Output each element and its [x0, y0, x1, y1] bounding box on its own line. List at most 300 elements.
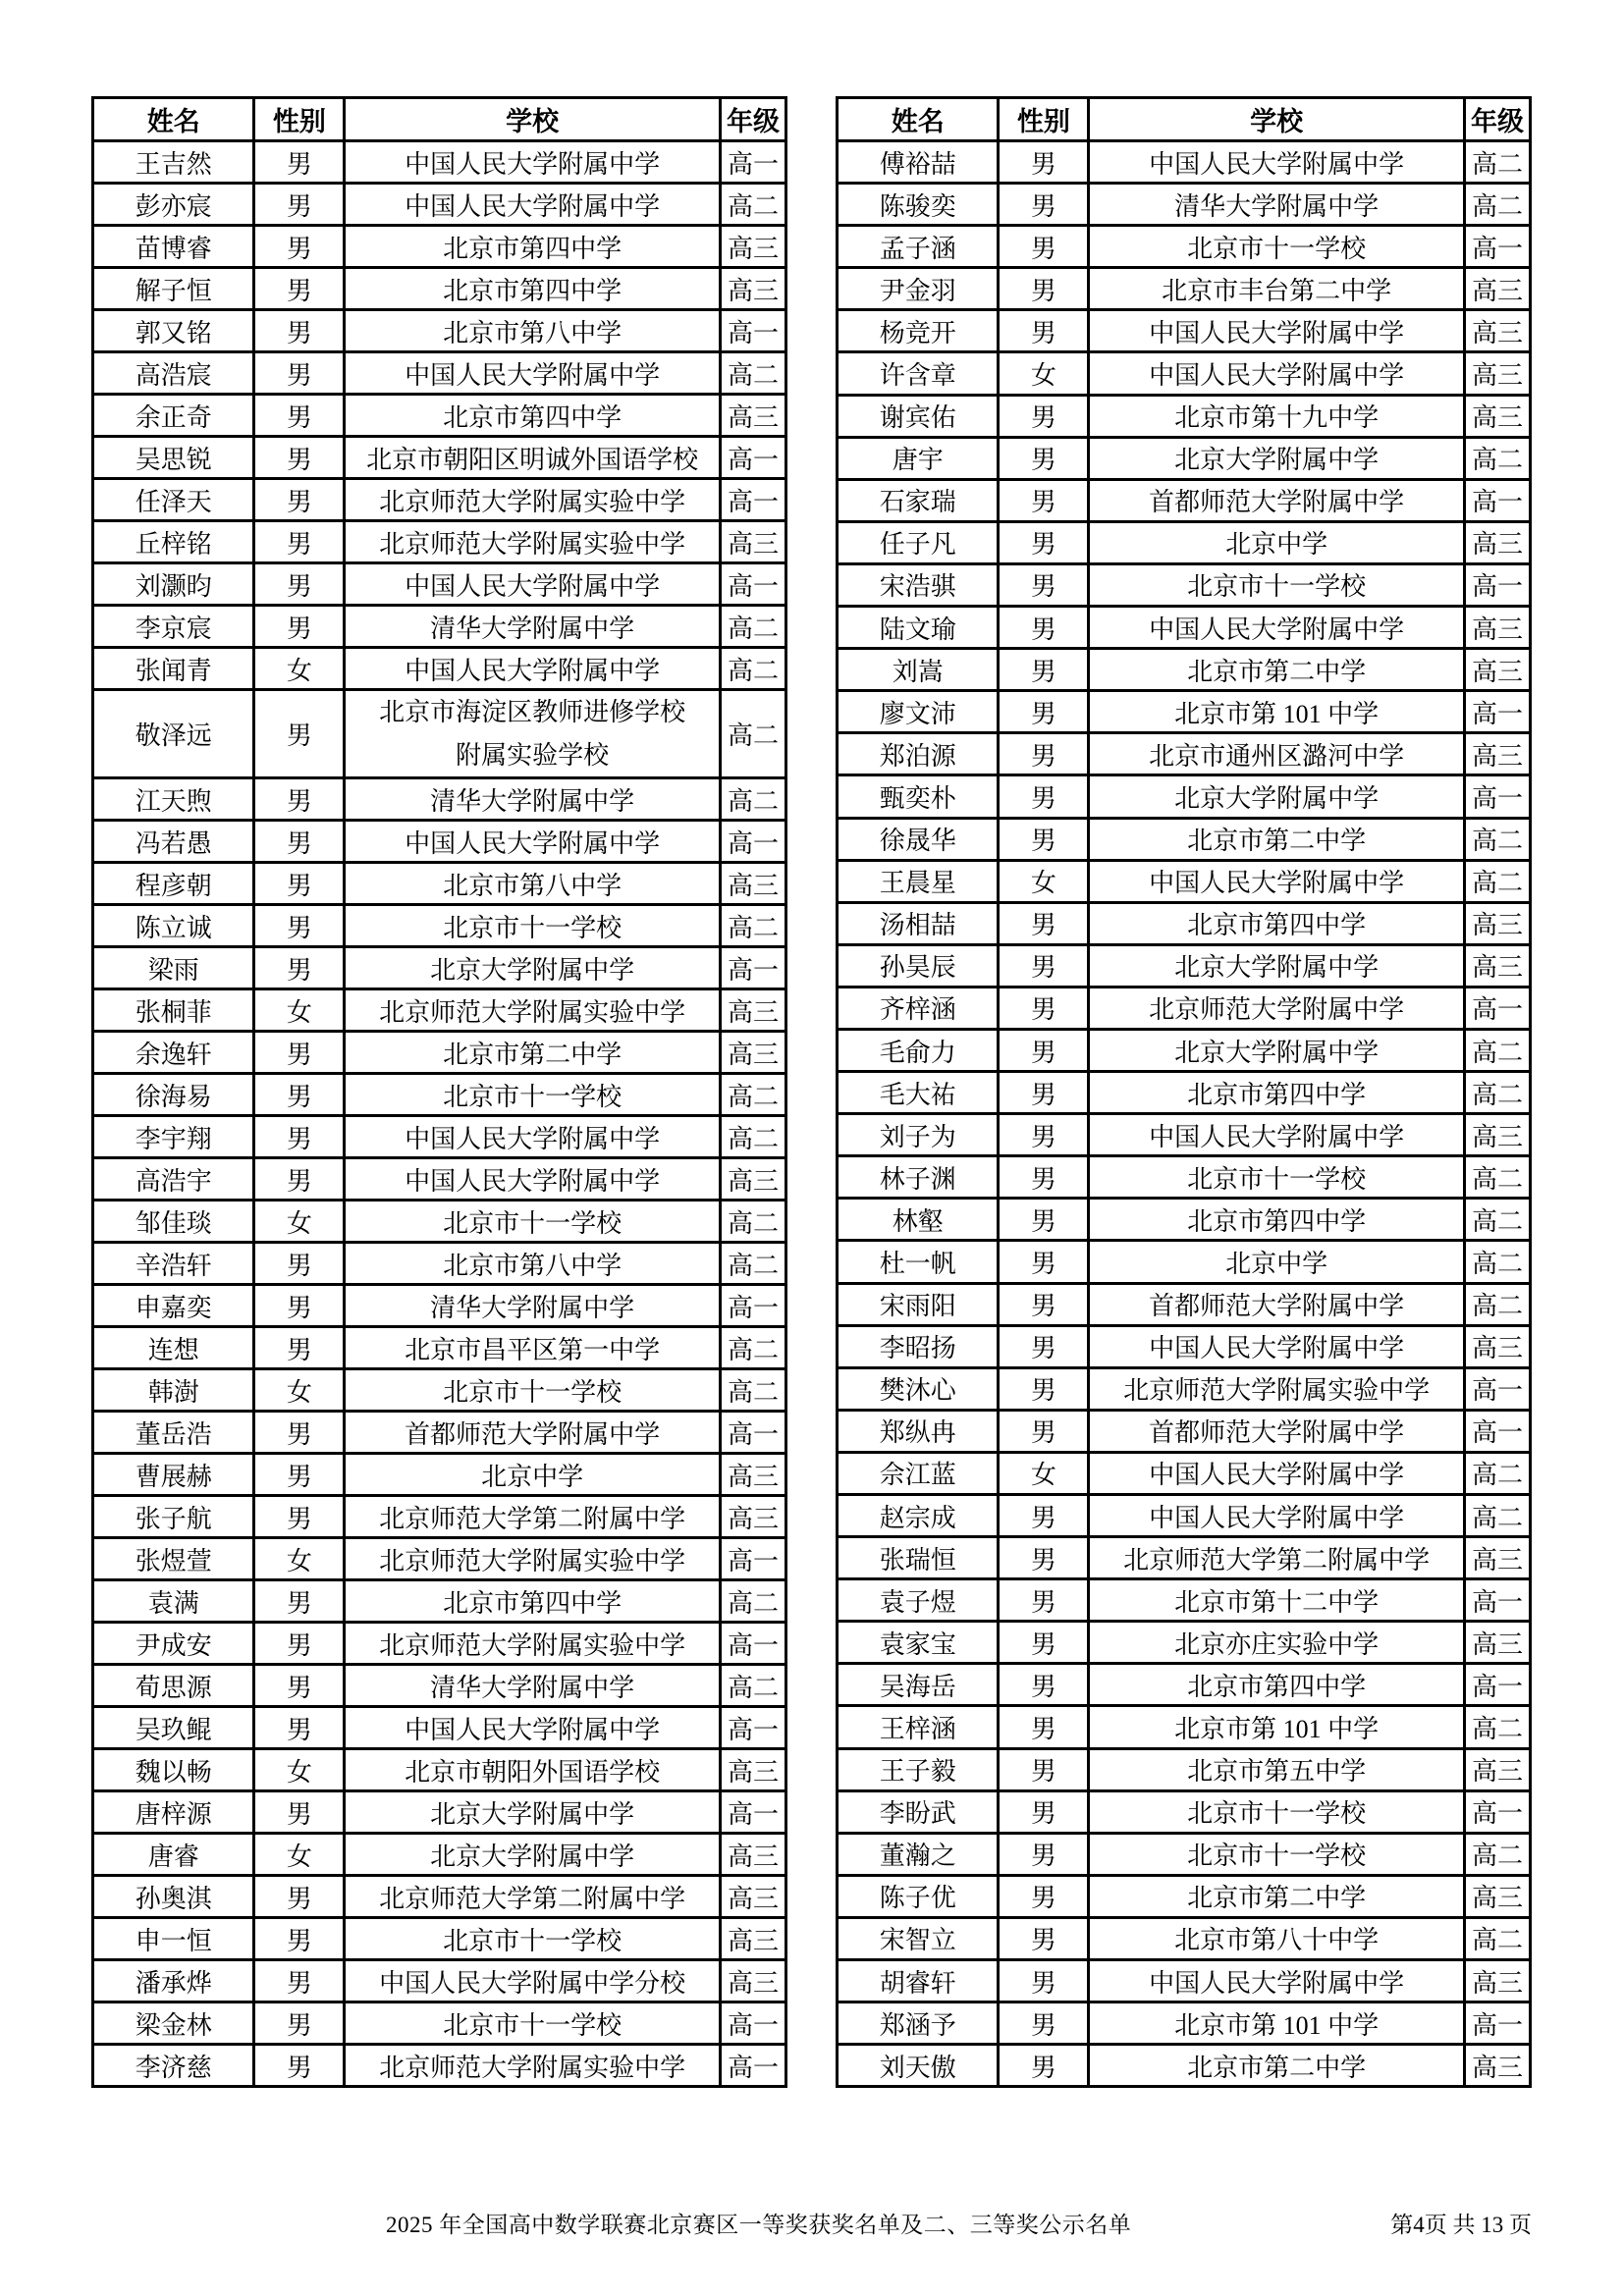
table-row [93, 1538, 786, 1580]
name-cell: 高浩宸 [93, 352, 254, 395]
grade-cell: 高二 [1464, 1029, 1530, 1071]
table-row [838, 1241, 1531, 1283]
school-cell: 北京市第八中学 [345, 863, 721, 905]
table-row [93, 437, 786, 479]
name-cell: 廖文沛 [838, 691, 999, 733]
name-cell: 谢宾佑 [838, 395, 999, 437]
grade-cell: 高二 [1464, 1156, 1530, 1199]
school-cell: 首都师范大学附属中学 [1089, 479, 1465, 521]
table-row [93, 1243, 786, 1285]
grade-cell: 高二 [1464, 1199, 1530, 1241]
name-cell: 曹展赫 [93, 1454, 254, 1496]
table-row [838, 184, 1531, 226]
grade-cell: 高三 [720, 863, 785, 905]
grade-cell: 高三 [720, 1834, 785, 1876]
school-cell: 清华大学附属中学 [345, 1285, 721, 1327]
grade-cell: 高一 [720, 1285, 785, 1327]
gender-cell: 男 [999, 1114, 1089, 1156]
school-cell: 北京大学附属中学 [1089, 775, 1465, 818]
grade-cell: 高一 [1464, 987, 1530, 1029]
grade-cell: 高三 [1464, 902, 1530, 944]
gender-cell: 男 [254, 1285, 345, 1327]
table-row [838, 1367, 1531, 1410]
grade-cell: 高一 [1464, 563, 1530, 606]
school-cell: 北京市十一学校 [345, 2002, 721, 2045]
table-row [93, 184, 786, 226]
table-row [93, 1707, 786, 1749]
column-header-school: 学校 [345, 98, 721, 141]
school-cell: 北京市第 101 中学 [1089, 1706, 1465, 1748]
school-cell: 北京市第八十中学 [1089, 1917, 1465, 1959]
grade-cell: 高三 [1464, 1114, 1530, 1156]
name-cell: 孟子涵 [838, 226, 999, 268]
gender-cell: 男 [254, 1707, 345, 1749]
page-footer [91, 2207, 1532, 2239]
table-row [838, 607, 1531, 649]
gender-cell: 男 [254, 1158, 345, 1201]
gender-cell: 男 [254, 2045, 345, 2087]
school-cell: 北京师范大学附属实验中学 [1089, 1367, 1465, 1410]
gender-cell: 男 [254, 521, 345, 563]
school-cell: 中国人民大学附属中学 [1089, 1114, 1465, 1156]
grade-cell: 高三 [1464, 1960, 1530, 2002]
table-row [838, 268, 1531, 310]
grade-cell: 高三 [1464, 1325, 1530, 1367]
grade-cell: 高一 [720, 1623, 785, 1665]
grade-cell: 高一 [720, 947, 785, 989]
name-cell: 陈子优 [838, 1875, 999, 1917]
grade-cell: 高三 [720, 989, 785, 1032]
grade-cell: 高一 [1464, 1410, 1530, 1452]
school-cell: 首都师范大学附属中学 [1089, 1410, 1465, 1452]
name-cell: 林子渊 [838, 1156, 999, 1199]
grade-cell: 高三 [720, 1454, 785, 1496]
school-cell: 北京市第四中学 [345, 226, 721, 268]
table-row [838, 1199, 1531, 1241]
grade-cell: 高一 [720, 821, 785, 863]
name-cell: 袁满 [93, 1580, 254, 1623]
grade-cell: 高三 [720, 1960, 785, 2002]
school-cell: 中国人民大学附属中学 [345, 821, 721, 863]
school-cell: 北京市第二中学 [345, 1032, 721, 1074]
school-cell: 北京市第四中学 [345, 1580, 721, 1623]
gender-cell: 男 [999, 1537, 1089, 1579]
grade-cell: 高三 [1464, 521, 1530, 563]
gender-cell: 男 [254, 226, 345, 268]
table-row [93, 606, 786, 648]
grade-cell: 高三 [720, 1032, 785, 1074]
grade-cell: 高二 [720, 606, 785, 648]
grade-cell: 高三 [1464, 1748, 1530, 1790]
school-cell: 中国人民大学附属中学 [345, 1707, 721, 1749]
name-cell: 齐梓涵 [838, 987, 999, 1029]
grade-cell: 高三 [1464, 733, 1530, 775]
school-cell: 北京大学附属中学 [345, 1834, 721, 1876]
gender-cell: 男 [254, 1960, 345, 2002]
name-cell: 邹佳琰 [93, 1201, 254, 1243]
grade-cell: 高三 [1464, 1537, 1530, 1579]
grade-cell: 高一 [1464, 1664, 1530, 1706]
grade-cell: 高一 [1464, 691, 1530, 733]
table-row [93, 2002, 786, 2045]
gender-cell: 男 [999, 775, 1089, 818]
name-cell: 孙奥淇 [93, 1876, 254, 1918]
school-cell: 北京大学附属中学 [1089, 944, 1465, 987]
grade-cell: 高二 [1464, 1283, 1530, 1325]
gender-cell: 男 [999, 521, 1089, 563]
name-cell: 申一恒 [93, 1918, 254, 1960]
gender-cell: 男 [254, 1327, 345, 1369]
name-cell: 张煜萱 [93, 1538, 254, 1580]
gender-cell: 男 [999, 563, 1089, 606]
table-row [838, 902, 1531, 944]
gender-cell: 男 [254, 821, 345, 863]
school-cell: 北京市第四中学 [1089, 1072, 1465, 1114]
school-cell: 清华大学附属中学 [345, 606, 721, 648]
gender-cell: 男 [254, 863, 345, 905]
name-cell: 毛大祐 [838, 1072, 999, 1114]
grade-cell: 高二 [1464, 1241, 1530, 1283]
school-cell: 北京市十一学校 [1089, 226, 1465, 268]
school-cell: 北京中学 [345, 1454, 721, 1496]
gender-cell: 男 [999, 818, 1089, 860]
school-cell: 中国人民大学附属中学 [1089, 1495, 1465, 1537]
school-cell: 中国人民大学附属中学 [1089, 1325, 1465, 1367]
grade-cell: 高一 [1464, 1579, 1530, 1622]
grade-cell: 高一 [1464, 775, 1530, 818]
grade-cell: 高一 [720, 1412, 785, 1454]
name-cell: 李盼武 [838, 1790, 999, 1833]
school-cell: 北京师范大学附属实验中学 [345, 2045, 721, 2087]
gender-cell: 男 [999, 987, 1089, 1029]
gender-cell: 男 [254, 1412, 345, 1454]
gender-cell: 女 [254, 648, 345, 690]
school-cell: 北京亦庄实验中学 [1089, 1622, 1465, 1664]
school-cell: 首都师范大学附属中学 [345, 1412, 721, 1454]
name-cell: 余正奇 [93, 395, 254, 437]
column-header-name: 姓名 [93, 98, 254, 141]
name-cell: 潘承烨 [93, 1960, 254, 2002]
grade-cell: 高三 [720, 1876, 785, 1918]
name-cell: 李昭扬 [838, 1325, 999, 1367]
name-cell: 胡睿轩 [838, 1960, 999, 2002]
school-cell: 北京中学 [1089, 1241, 1465, 1283]
table-row [93, 2045, 786, 2087]
grade-cell: 高二 [1464, 1706, 1530, 1748]
grade-cell: 高一 [1464, 2002, 1530, 2045]
name-cell: 董岳浩 [93, 1412, 254, 1454]
table-row [838, 649, 1531, 691]
gender-cell: 男 [999, 1367, 1089, 1410]
gender-cell: 男 [254, 310, 345, 352]
gender-cell: 男 [999, 649, 1089, 691]
table-row [93, 226, 786, 268]
grade-cell: 高二 [720, 1201, 785, 1243]
table-row [838, 1537, 1531, 1579]
gender-cell: 男 [999, 1495, 1089, 1537]
name-cell: 连想 [93, 1327, 254, 1369]
school-cell: 北京市第五中学 [1089, 1748, 1465, 1790]
table-row [93, 1454, 786, 1496]
table-row [93, 563, 786, 606]
grade-cell: 高三 [1464, 352, 1530, 395]
grade-cell: 高三 [1464, 310, 1530, 352]
school-cell: 中国人民大学附属中学 [1089, 1452, 1465, 1494]
gender-cell: 女 [999, 860, 1089, 902]
table-row [93, 1918, 786, 1960]
table-row [838, 1410, 1531, 1452]
school-cell: 北京市第八中学 [345, 310, 721, 352]
grade-cell: 高二 [1464, 1917, 1530, 1959]
table-row [838, 1579, 1531, 1622]
school-cell: 北京市第八中学 [345, 1243, 721, 1285]
gender-cell: 男 [999, 1241, 1089, 1283]
table-row [838, 141, 1531, 184]
gender-cell: 男 [999, 1960, 1089, 2002]
name-cell: 程彦朝 [93, 863, 254, 905]
table-row [838, 352, 1531, 395]
table-row [838, 1875, 1531, 1917]
name-cell: 傅裕喆 [838, 141, 999, 184]
table-row [93, 479, 786, 521]
school-cell: 清华大学附属中学 [1089, 184, 1465, 226]
school-cell: 北京市第四中学 [1089, 1199, 1465, 1241]
school-cell: 北京市第 101 中学 [1089, 2002, 1465, 2045]
table-row [838, 1833, 1531, 1875]
table-row [838, 1072, 1531, 1114]
table-row [93, 1496, 786, 1538]
table-row [838, 1917, 1531, 1959]
table-row [838, 395, 1531, 437]
school-cell: 北京师范大学附属实验中学 [345, 521, 721, 563]
table-row [93, 905, 786, 947]
name-cell: 吴玖鲲 [93, 1707, 254, 1749]
gender-cell: 女 [254, 1201, 345, 1243]
school-cell: 北京市第四中学 [1089, 902, 1465, 944]
gender-cell: 女 [254, 1538, 345, 1580]
gender-cell: 男 [999, 1790, 1089, 1833]
grade-cell: 高二 [720, 1665, 785, 1707]
name-cell: 李宇翔 [93, 1116, 254, 1158]
name-cell: 郭又铭 [93, 310, 254, 352]
gender-cell: 男 [254, 437, 345, 479]
school-cell: 北京市十一学校 [1089, 1833, 1465, 1875]
school-cell: 北京市十一学校 [345, 1918, 721, 1960]
name-cell: 宋雨阳 [838, 1283, 999, 1325]
school-cell: 中国人民大学附属中学 [1089, 1960, 1465, 2002]
gender-cell: 男 [254, 1580, 345, 1623]
table-row [838, 2002, 1531, 2045]
name-cell: 江天煦 [93, 778, 254, 821]
gender-cell: 男 [254, 479, 345, 521]
name-cell: 王晨星 [838, 860, 999, 902]
gender-cell: 女 [254, 1369, 345, 1412]
school-cell: 中国人民大学附属中学 [345, 1116, 721, 1158]
school-cell: 中国人民大学附属中学分校 [345, 1960, 721, 2002]
school-cell: 北京市海淀区教师进修学校 附属实验学校 [345, 690, 721, 778]
school-cell: 北京市第二中学 [1089, 818, 1465, 860]
table-row [93, 141, 786, 184]
grade-cell: 高一 [720, 310, 785, 352]
name-cell: 苗博睿 [93, 226, 254, 268]
name-cell: 宋智立 [838, 1917, 999, 1959]
name-cell: 杜一帆 [838, 1241, 999, 1283]
table-row [838, 479, 1531, 521]
table-row [838, 563, 1531, 606]
gender-cell: 男 [999, 437, 1089, 479]
school-cell: 北京市十一学校 [1089, 1156, 1465, 1199]
table-row [93, 1580, 786, 1623]
table-row [93, 1960, 786, 2002]
school-cell: 北京市第十二中学 [1089, 1579, 1465, 1622]
school-cell: 北京市第二中学 [1089, 649, 1465, 691]
grade-cell: 高二 [720, 352, 785, 395]
school-cell: 北京市朝阳区明诚外国语学校 [345, 437, 721, 479]
school-cell: 北京市通州区潞河中学 [1089, 733, 1465, 775]
award-table-right [836, 96, 1532, 2088]
school-cell: 北京师范大学附属实验中学 [345, 1623, 721, 1665]
name-cell: 王吉然 [93, 141, 254, 184]
name-cell: 袁家宝 [838, 1622, 999, 1664]
table-row [838, 1325, 1531, 1367]
grade-cell: 高一 [720, 2045, 785, 2087]
name-cell: 宋浩骐 [838, 563, 999, 606]
name-cell: 高浩宇 [93, 1158, 254, 1201]
table-row [838, 987, 1531, 1029]
school-cell: 北京市第二中学 [1089, 1875, 1465, 1917]
table-row [93, 648, 786, 690]
table-row [838, 691, 1531, 733]
name-cell: 韩澍 [93, 1369, 254, 1412]
column-header-gender: 性别 [254, 98, 345, 141]
table-row [838, 1748, 1531, 1790]
gender-cell: 男 [254, 690, 345, 778]
school-cell: 北京师范大学附属实验中学 [345, 1538, 721, 1580]
name-cell: 陈立诚 [93, 905, 254, 947]
name-cell: 唐梓源 [93, 1791, 254, 1834]
gender-cell: 男 [999, 395, 1089, 437]
table-row [93, 1876, 786, 1918]
name-cell: 丘梓铭 [93, 521, 254, 563]
grade-cell: 高三 [720, 1158, 785, 1201]
name-cell: 李京宸 [93, 606, 254, 648]
gender-cell: 男 [999, 2002, 1089, 2045]
gender-cell: 男 [254, 352, 345, 395]
gender-cell: 男 [254, 184, 345, 226]
name-cell: 吴海岳 [838, 1664, 999, 1706]
table-row [93, 1749, 786, 1791]
table-row [93, 310, 786, 352]
name-cell: 尹成安 [93, 1623, 254, 1665]
name-cell: 林壑 [838, 1199, 999, 1241]
grade-cell: 高一 [720, 1791, 785, 1834]
table-row [93, 1327, 786, 1369]
gender-cell: 女 [999, 1452, 1089, 1494]
table-row [93, 1158, 786, 1201]
gender-cell: 男 [254, 1243, 345, 1285]
school-cell: 北京中学 [1089, 521, 1465, 563]
gender-cell: 男 [999, 1156, 1089, 1199]
footer-page-number: 第4页 共 13 页 [1390, 2213, 1532, 2237]
gender-cell: 男 [254, 1454, 345, 1496]
grade-cell: 高三 [1464, 607, 1530, 649]
name-cell: 张子航 [93, 1496, 254, 1538]
grade-cell: 高三 [1464, 2045, 1530, 2087]
grade-cell: 高二 [1464, 1452, 1530, 1494]
grade-cell: 高二 [1464, 141, 1530, 184]
school-cell: 清华大学附属中学 [345, 1665, 721, 1707]
column-header-grade: 年级 [1464, 98, 1530, 141]
name-cell: 郑泊源 [838, 733, 999, 775]
table-row [838, 521, 1531, 563]
name-cell: 梁雨 [93, 947, 254, 989]
grade-cell: 高三 [720, 1749, 785, 1791]
grade-cell: 高一 [1464, 1367, 1530, 1410]
school-cell: 北京市第四中学 [1089, 1664, 1465, 1706]
gender-cell: 男 [254, 1876, 345, 1918]
table-row [93, 1074, 786, 1116]
table-row [93, 1834, 786, 1876]
name-cell: 甄奕朴 [838, 775, 999, 818]
school-cell: 北京市第四中学 [345, 395, 721, 437]
name-cell: 徐海易 [93, 1074, 254, 1116]
gender-cell: 男 [254, 947, 345, 989]
grade-cell: 高二 [1464, 1495, 1530, 1537]
school-cell: 北京市第十九中学 [1089, 395, 1465, 437]
school-cell: 北京市第四中学 [345, 268, 721, 310]
name-cell: 杨竞开 [838, 310, 999, 352]
gender-cell: 男 [999, 2045, 1089, 2087]
gender-cell: 男 [999, 310, 1089, 352]
gender-cell: 男 [999, 1664, 1089, 1706]
name-cell: 余逸轩 [93, 1032, 254, 1074]
gender-cell: 男 [254, 395, 345, 437]
school-cell: 中国人民大学附属中学 [1089, 141, 1465, 184]
grade-cell: 高三 [720, 226, 785, 268]
school-cell: 中国人民大学附属中学 [1089, 860, 1465, 902]
table-row [93, 1791, 786, 1834]
gender-cell: 女 [254, 1749, 345, 1791]
name-cell: 汤相喆 [838, 902, 999, 944]
table-row [93, 1032, 786, 1074]
name-cell: 彭亦宸 [93, 184, 254, 226]
school-cell: 北京市丰台第二中学 [1089, 268, 1465, 310]
grade-cell: 高二 [1464, 184, 1530, 226]
grade-cell: 高二 [720, 648, 785, 690]
gender-cell: 男 [999, 1283, 1089, 1325]
school-cell: 北京市十一学校 [345, 1074, 721, 1116]
grade-cell: 高一 [720, 1538, 785, 1580]
grade-cell: 高三 [720, 395, 785, 437]
grade-cell: 高二 [720, 1369, 785, 1412]
school-cell: 北京师范大学第二附属中学 [345, 1876, 721, 1918]
table-row [838, 818, 1531, 860]
table-row [838, 1790, 1531, 1833]
name-cell: 徐晟华 [838, 818, 999, 860]
name-cell: 梁金林 [93, 2002, 254, 2045]
gender-cell: 男 [254, 1623, 345, 1665]
footer-title: 2025 年全国高中数学联赛北京赛区一等奖获奖名单及二、三等奖公示名单 [386, 2213, 1132, 2237]
gender-cell: 男 [254, 606, 345, 648]
grade-cell: 高三 [720, 268, 785, 310]
grade-cell: 高三 [1464, 268, 1530, 310]
grade-cell: 高三 [1464, 1875, 1530, 1917]
name-cell: 刘子为 [838, 1114, 999, 1156]
gender-cell: 男 [999, 902, 1089, 944]
gender-cell: 女 [254, 989, 345, 1032]
grade-cell: 高二 [1464, 818, 1530, 860]
gender-cell: 男 [254, 2002, 345, 2045]
